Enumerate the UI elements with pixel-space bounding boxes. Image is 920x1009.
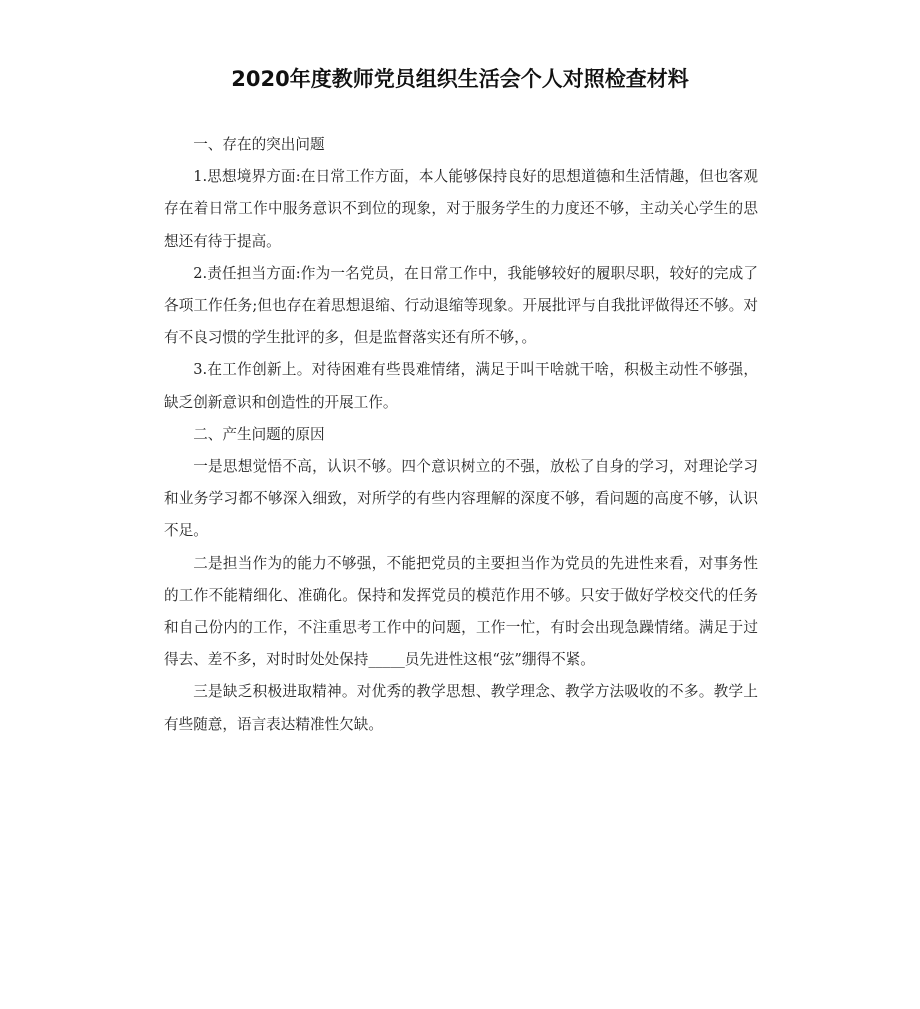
paragraph-cause-two: 二是担当作为的能力不够强，不能把党员的主要担当作为党员的先进性来看，对事务性的工作不能精细化、准确化。保持和发挥党员的模范作用不够。只安于做好学校交代的任务和自己份内的工作，不注重思考工作中的问题，工作一忙，有时会出现急躁情绪。满足于过得去、差不多，对时时处处保持_____员先进性这根“弦”绷得不紧。 (164, 554, 758, 669)
section-heading-problems: 一、存在的突出问题 (193, 136, 325, 153)
paragraph-cause-one: 一是思想觉悟不高，认识不够。四个意识树立的不强，放松了自身的学习，对理论学习和业务学习都不够深入细致，对所学的有些内容理解的深度不够，看问题的高度不够，认识不足。 (164, 458, 758, 540)
paragraph-responsibility: 2.责任担当方面:作为一名党员，在日常工作中，我能够较好的履职尽职，较好的完成了各项工作任务;但也存在着思想退缩、行动退缩等现象。开展批评与自我批评做得还不够。对有不良习惯的学生批评的多，但是监督落实还有所不够，。 (164, 264, 758, 347)
document-body (164, 129, 758, 741)
document-title: 2020年度教师党员组织生活会个人对照检查材料 (231, 67, 689, 91)
paragraph-innovation: 3.在工作创新上。对待困难有些畏难情绪，满足于叫干啥就干啥，积极主动性不够强，缺乏创新意识和创造性的开展工作。 (164, 361, 758, 411)
paragraph-ideological-realm: 1.思想境界方面:在日常工作方面，本人能够保持良好的思想道德和生活情趣，但也客观存在着日常工作中服务意识不到位的现象，对于服务学生的力度还不够，主动关心学生的思想还有待于提高。 (164, 168, 758, 250)
paragraph-cause-three: 三是缺乏积极进取精神。对优秀的教学思想、教学理念、教学方法吸收的不多。教学上有些随意，语言表达精准性欠缺。 (164, 683, 758, 733)
section-heading-causes: 二、产生问题的原因 (193, 425, 325, 443)
